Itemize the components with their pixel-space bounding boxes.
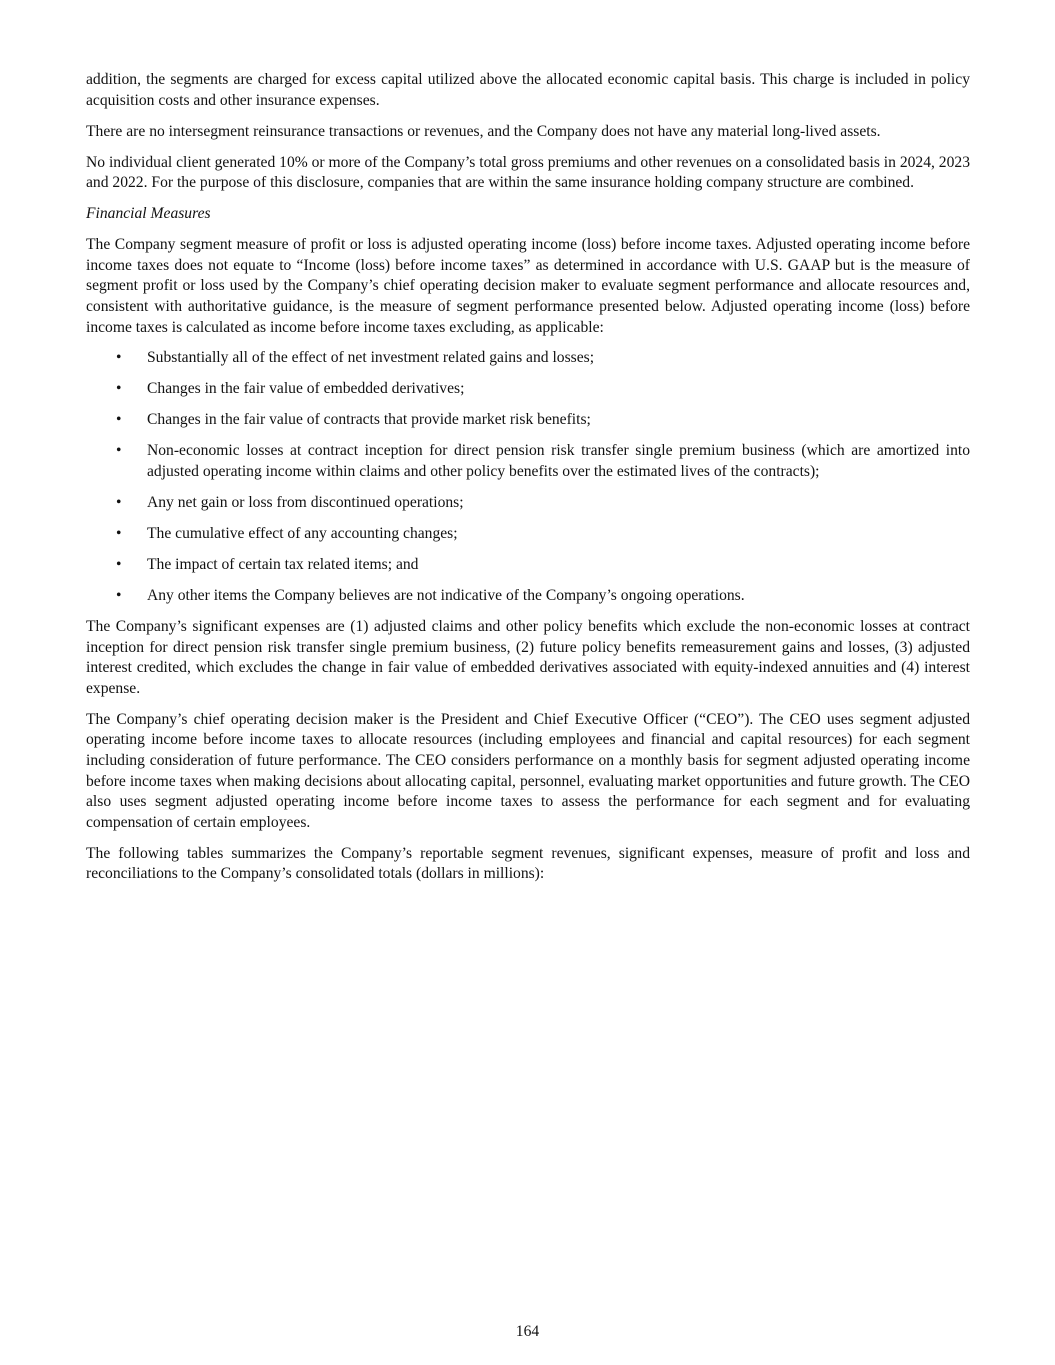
list-item	[86, 555, 970, 576]
list-item-text: The impact of certain tax related items; and	[147, 555, 419, 573]
exclusions-list	[86, 348, 970, 606]
list-item	[86, 348, 970, 369]
list-item-text: Changes in the fair value of contracts that provide market risk benefits;	[147, 411, 591, 429]
bullet-icon: •	[116, 525, 122, 542]
list-item	[86, 524, 970, 545]
paragraph-tables-intro: The following tables summarizes the Company’s reportable segment revenues, significant expenses, measure of profit and loss and reconciliations to the Company’s consolidated totals (dollars in millions):	[86, 844, 970, 883]
list-item	[86, 410, 970, 431]
list-item	[86, 379, 970, 400]
bullet-icon: •	[116, 411, 122, 429]
list-item	[86, 586, 970, 607]
list-item-text: Substantially all of the effect of net investment related gains and losses;	[147, 349, 595, 367]
list-item-text: Any other items the Company believes are not indicative of the Company’s ongoing operations.	[147, 586, 745, 604]
list-item	[86, 493, 970, 514]
section-heading-financial-measures: Financial Measures	[86, 205, 211, 223]
bullet-icon: •	[116, 442, 122, 460]
list-item-text: The cumulative effect of any accounting changes;	[147, 525, 458, 542]
paragraph-significant-expenses: The Company’s significant expenses are (1) adjusted claims and other policy benefits which exclude the non-economic losses at contract inception for direct pension risk transfer single premium business, (2) future policy benefits remeasurement gains and losses, (3) adjusted interest credited, which excludes the change in fair value of embedded derivatives associated with equity-indexed annuities and (4) interest expense.	[86, 617, 970, 697]
bullet-icon: •	[116, 586, 122, 604]
list-item-text: Non-economic losses at contract inception for direct pension risk transfer single premium business (which are amortized into adjusted operating income within claims and other policy benefits over the estimated lives of the contracts);	[147, 442, 970, 481]
paragraph-client-concentration: No individual client generated 10% or more of the Company’s total gross premiums and other revenues on a consolidated basis in 2024, 2023 and 2022. For the purpose of this disclosure, companies that are within the same insurance holding company structure are combined.	[86, 153, 970, 192]
page-number: 164	[515, 1323, 540, 1340]
bullet-icon: •	[116, 349, 122, 367]
list-item-text: Any net gain or loss from discontinued operations;	[147, 494, 464, 512]
paragraph-codm: The Company’s chief operating decision maker is the President and Chief Executive Officer (“CEO”). The CEO uses segment adjusted operating income before income taxes to allocate resources (including employees and financial and capital resources) for each segment including consideration of future performance. The CEO considers performance on a monthly basis for segment adjusted operating income before income taxes when making decisions about allocating capital, personnel, evaluating market opportunities and future growth. The CEO also uses segment adjusted operating income before income taxes to assess the performance for each segment and for evaluating compensation of certain employees.	[86, 710, 970, 831]
list-item-text: Changes in the fair value of embedded derivatives;	[147, 380, 465, 398]
document-body	[86, 70, 970, 895]
paragraph-segment-capital-charge: addition, the segments are charged for excess capital utilized above the allocated economic capital basis. This charge is included in policy acquisition costs and other insurance expenses.	[86, 71, 970, 109]
paragraph-intersegment: There are no intersegment reinsurance transactions or revenues, and the Company does not have any material long-lived assets.	[86, 122, 881, 140]
paragraph-segment-measure: The Company segment measure of profit or loss is adjusted operating income (loss) before income taxes. Adjusted operating income before income taxes does not equate to “Income (loss) before income taxes” as determined in accordance with U.S. GAAP but is the measure of segment profit or loss used by the Company’s chief operating decision maker to evaluate segment performance and allocate resources and, consistent with authoritative guidance, is the measure of segment performance presented below. Adjusted operating income (loss) before income taxes is calculated as income before income taxes excluding, as applicable:	[86, 236, 970, 336]
bullet-icon: •	[116, 555, 122, 573]
bullet-icon: •	[116, 494, 122, 512]
bullet-icon: •	[116, 380, 122, 398]
list-item	[86, 441, 970, 482]
